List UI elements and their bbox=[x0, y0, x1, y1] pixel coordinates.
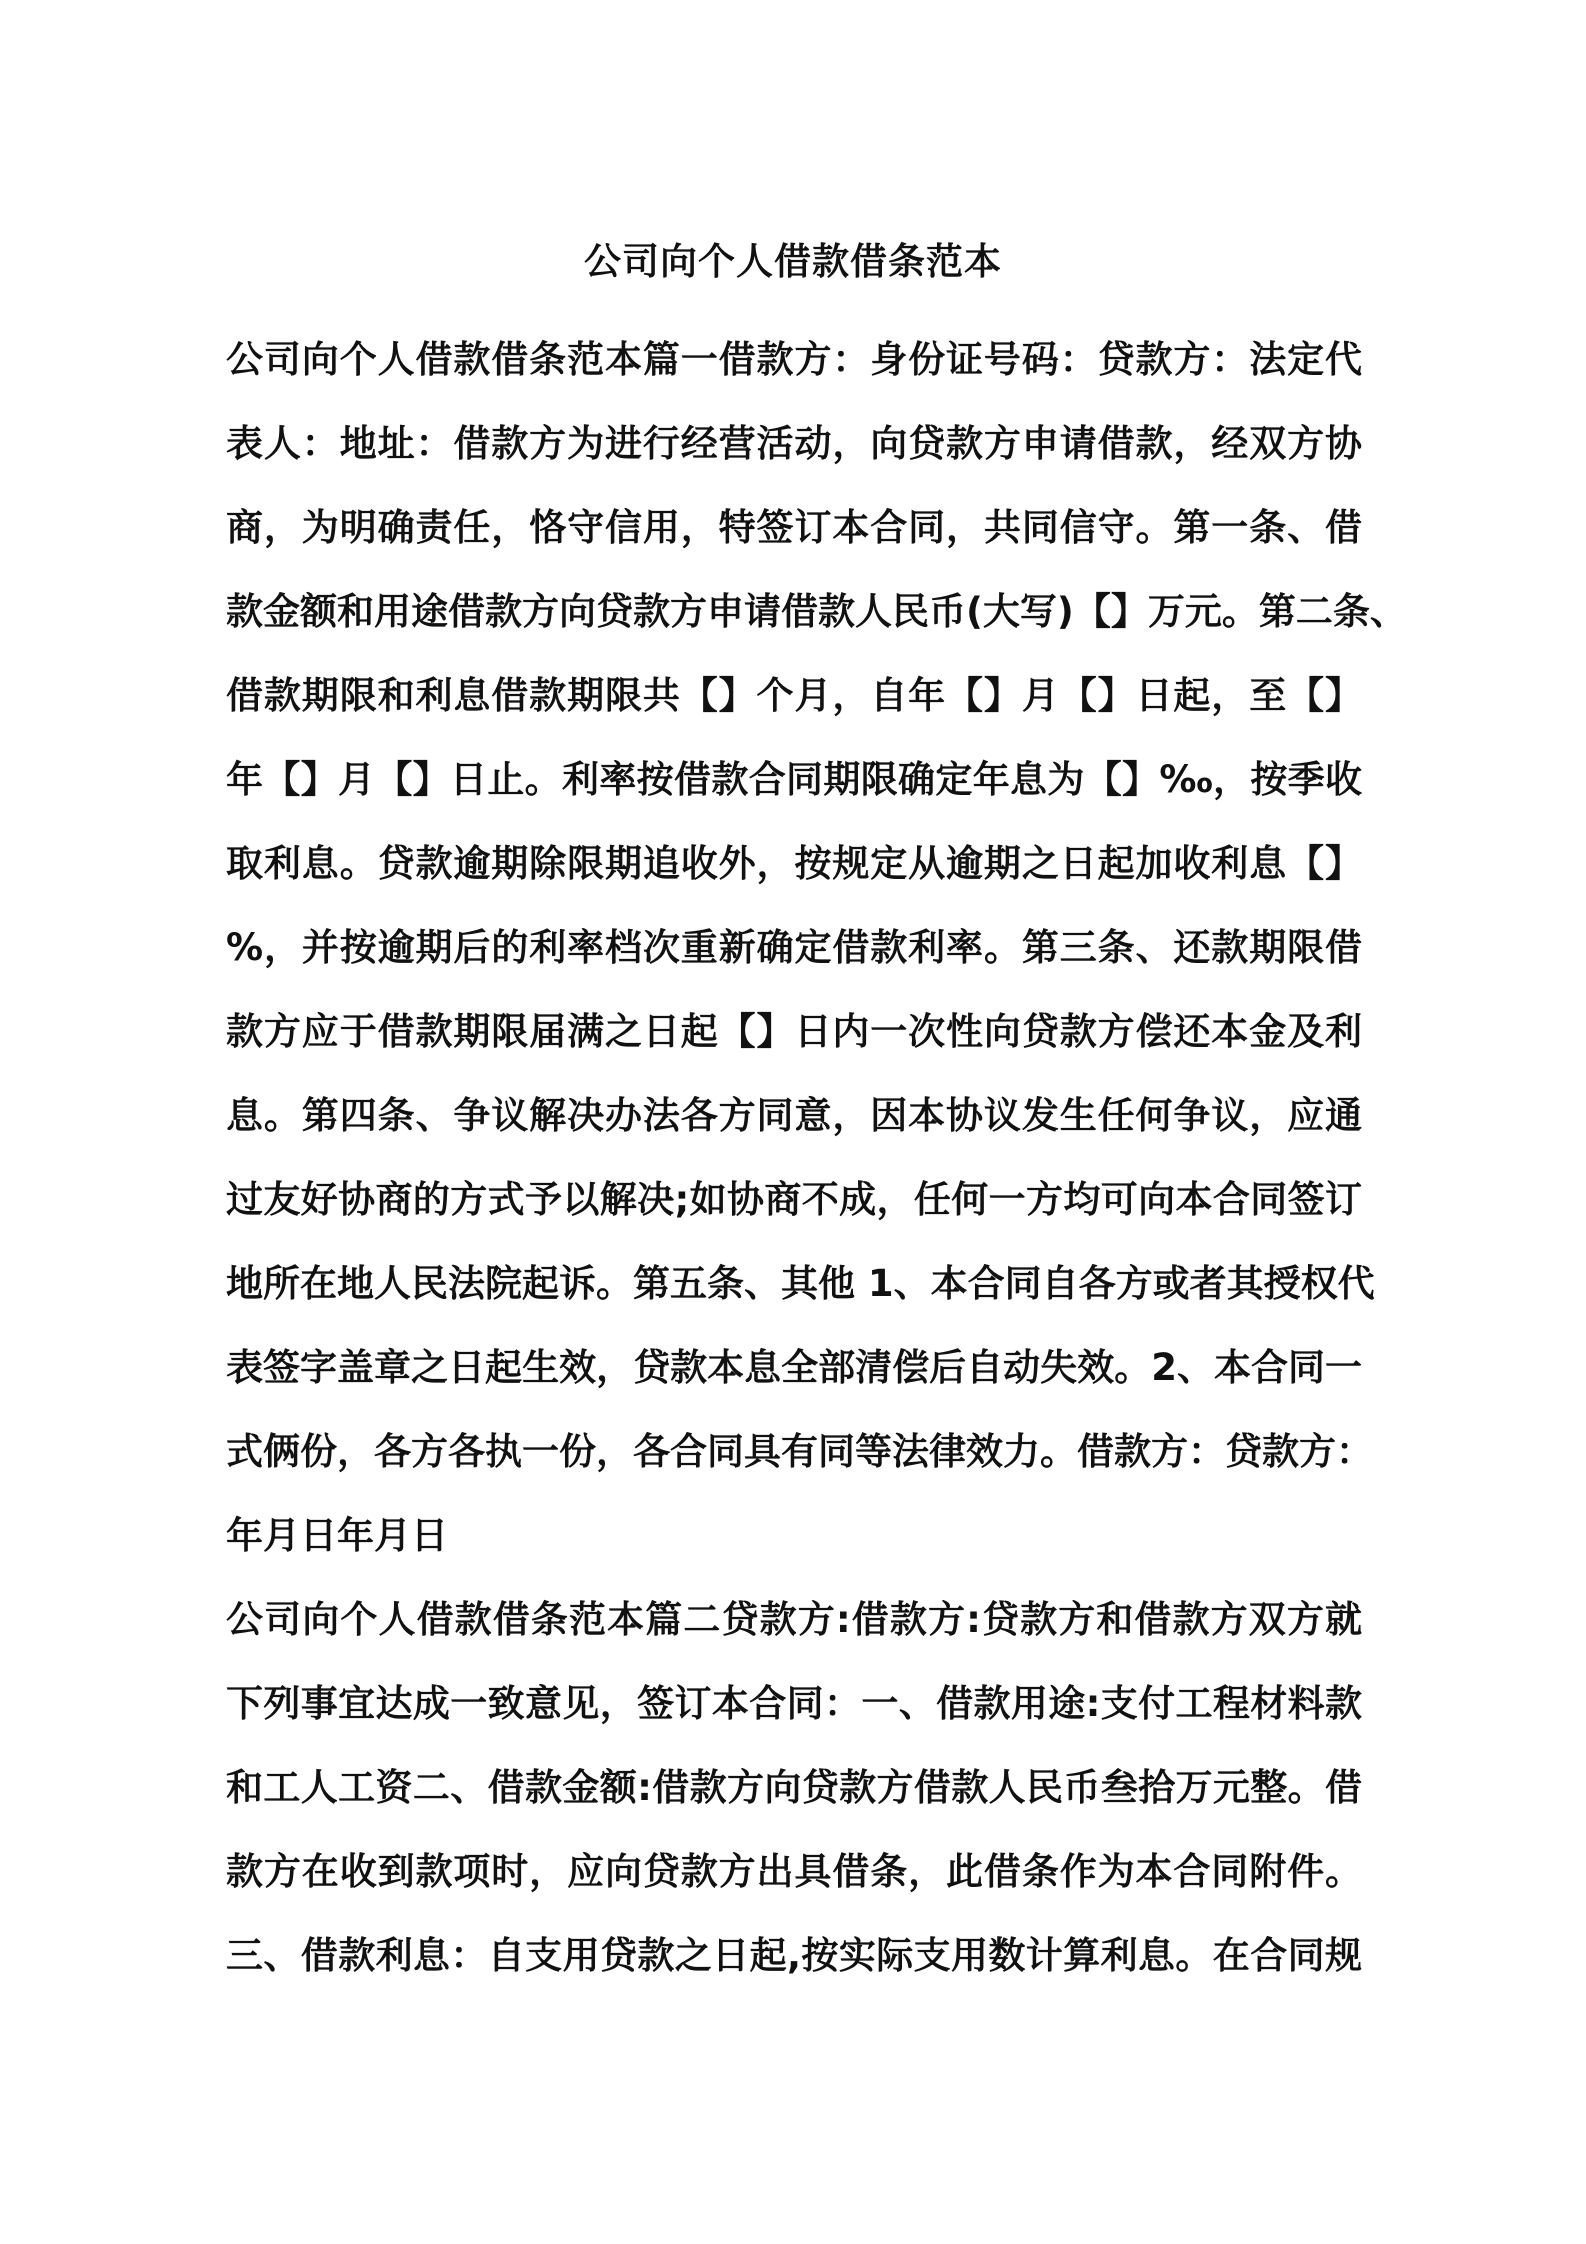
text-line: 式俩份，各方各执一份，各合同具有同等法律效力。借款方：贷款方： bbox=[226, 1430, 1373, 1473]
text-line: 款金额和用途借款方向贷款方申请借款人民币(大写)【】万元。第二条、 bbox=[226, 590, 1407, 633]
text-line: 款方在收到款项时，应向贷款方出具借条，此借条作为本合同附件。 bbox=[226, 1850, 1362, 1893]
text-line: 地所在地人民法院起诉。第五条、其他 1、本合同自各方或者其授权代 bbox=[226, 1262, 1375, 1305]
text-line: 年【】月【】日止。利率按借款合同期限确定年息为【】‰，按季收 bbox=[226, 758, 1362, 801]
text-line: 息。第四条、争议解决办法各方同意，因本协议发生任何争议，应通 bbox=[226, 1094, 1362, 1137]
document-body bbox=[226, 318, 1407, 1998]
text-line: 取利息。贷款逾期除限期追收外，按规定从逾期之日起加收利息【】 bbox=[226, 842, 1362, 885]
text-line: 和工人工资二、借款金额:借款方向贷款方借款人民币叁拾万元整。借 bbox=[226, 1766, 1362, 1809]
text-line: 过友好协商的方式予以解决;如协商不成，任何一方均可向本合同签订 bbox=[226, 1178, 1362, 1221]
text-line: 公司向个人借款借条范本篇一借款方：身份证号码：贷款方：法定代 bbox=[226, 338, 1362, 381]
text-line: %，并按逾期后的利率档次重新确定借款利率。第三条、还款期限借 bbox=[226, 926, 1362, 969]
text-line: 年月日年月日 bbox=[226, 1514, 448, 1557]
text-line: 借款期限和利息借款期限共【】个月，自年【】月【】日起，至【】 bbox=[226, 674, 1362, 717]
text-line: 款方应于借款期限届满之日起【】日内一次性向贷款方偿还本金及利 bbox=[226, 1010, 1362, 1053]
text-line: 表人：地址：借款方为进行经营活动，向贷款方申请借款，经双方协 bbox=[226, 422, 1362, 465]
text-line: 商，为明确责任，恪守信用，特签订本合同，共同信守。第一条、借 bbox=[226, 506, 1362, 549]
text-line: 公司向个人借款借条范本篇二贷款方:借款方:贷款方和借款方双方就 bbox=[226, 1598, 1362, 1641]
text-line: 下列事宜达成一致意见，签订本合同：一、借款用途:支付工程材料款 bbox=[226, 1682, 1362, 1725]
text-line: 三、借款利息：自支用贷款之日起,按实际支用数计算利息。在合同规 bbox=[226, 1934, 1362, 1977]
text-line: 表签字盖章之日起生效，贷款本息全部清偿后自动失效。2、本合同一 bbox=[226, 1346, 1362, 1389]
document-title: 公司向个人借款借条范本 bbox=[584, 240, 1002, 283]
